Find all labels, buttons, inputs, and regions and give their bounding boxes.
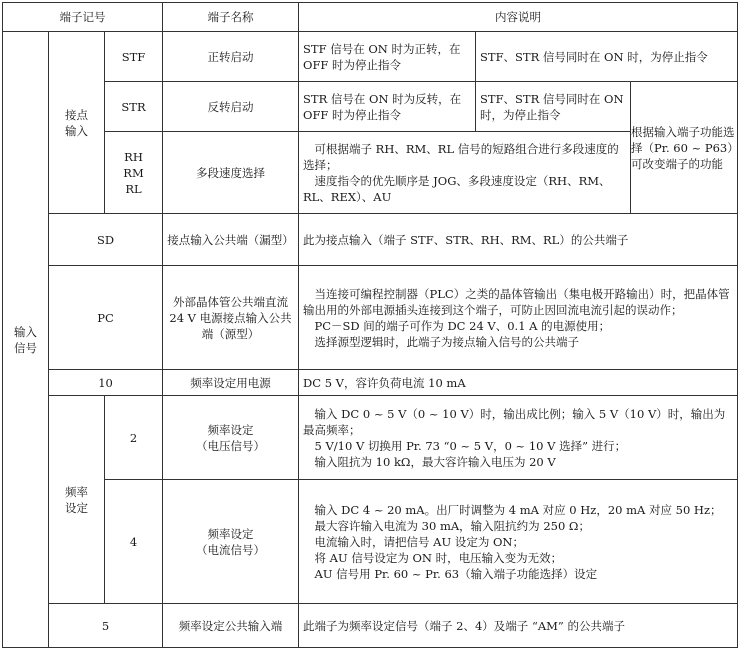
terminal-symbol: 10 [49, 370, 163, 396]
table-row-10 [3, 370, 738, 396]
desc-line: 输入 DC 0 ~ 5 V（0 ~ 10 V）时，输出成比例；输入 5 V（10 V）时，输出为最高频率； [303, 406, 726, 437]
terminal-desc-extra: STF、STR 信号同时在 ON 时，为停止指令 [476, 82, 631, 132]
terminal-symbol: 4 [105, 480, 163, 604]
terminal-name: 接点输入公共端（漏型） [163, 214, 299, 266]
group-frequency-setting: 频率 设定 [49, 396, 105, 604]
table-row-str [3, 82, 738, 132]
table-row-stf [3, 32, 738, 82]
table-row-5 [3, 604, 738, 648]
desc-line: 将 AU 信号设定为 ON 时，电压输入变为无效； [314, 550, 563, 565]
terminal-symbol: SD [49, 214, 163, 266]
header-description: 内容说明 [299, 3, 738, 32]
table-row-4 [3, 480, 738, 604]
table-row-sd [3, 214, 738, 266]
header-row [3, 3, 738, 32]
terminal-symbol: STF [105, 32, 163, 82]
desc-line: 当连接可编程控制器（PLC）之类的晶体管输出（集电极开路输出）时，把晶体管输出用的外部电源插头连接到这个端子，可防止因回流电流引起的误动作； [303, 286, 730, 317]
group-contact-input: 接点 输入 [49, 32, 105, 214]
desc-line: AU 信号用 Pr. 60 ~ Pr. 63（输入端子功能选择）设定 [314, 566, 598, 581]
terminal-desc: DC 5 V，容许负荷电流 10 mA [299, 370, 738, 396]
terminal-symbol: RH RM RL [105, 132, 163, 214]
terminal-symbol: 5 [49, 604, 163, 648]
desc-line: 可根据端子 RH、RM、RL 信号的短路组合进行多段速度的选择； [303, 141, 619, 172]
terminal-desc [299, 396, 738, 480]
terminal-name: 频率设定公共输入端 [163, 604, 299, 648]
terminal-name: 反转启动 [163, 82, 299, 132]
group-input-signal: 输入 信号 [3, 32, 49, 648]
header-terminal-name: 端子名称 [163, 3, 299, 32]
desc-line: 选择源型逻辑时，此端子为接点输入信号的公共端子 [314, 334, 580, 349]
terminal-symbol: PC [49, 266, 163, 370]
terminal-desc: 此为接点输入（端子 STF、STR、RH、RM、RL）的公共端子 [299, 214, 738, 266]
terminal-name: 外部晶体管公共端直流 24 V 电源接点输入公共端（源型） [163, 266, 299, 370]
terminal-name: 频率设定用电源 [163, 370, 299, 396]
terminal-desc: STF 信号在 ON 时为正转，在 OFF 时为停止指令 [299, 32, 476, 82]
terminal-name: 多段速度选择 [163, 132, 299, 214]
desc-line: 输入 DC 4 ~ 20 mA。出厂时调整为 4 mA 对应 0 Hz，20 mA 对应 50 Hz； [314, 502, 722, 517]
table-row-pc [3, 266, 738, 370]
header-terminal-symbol: 端子记号 [3, 3, 163, 32]
terminal-name: 频率设定 （电流信号） [163, 480, 299, 604]
terminal-desc-extra: STF、STR 信号同时在 ON 时，为停止指令 [476, 32, 738, 82]
terminal-desc: 此端子为频率设定信号（端子 2、4）及端子 “AM” 的公共端子 [299, 604, 738, 648]
terminal-symbol: 2 [105, 396, 163, 480]
desc-line: 电流输入时，请把信号 AU 设定为 ON； [314, 534, 524, 549]
table-row-rh-rm-rl [3, 132, 738, 214]
desc-line: 速度指令的优先顺序是 JOG、多段速度设定（RH、RM、RL、REX）、AU [303, 173, 611, 204]
terminal-desc [299, 480, 738, 604]
terminal-name: 正转启动 [163, 32, 299, 82]
desc-line: PC－SD 间的端子可作为 DC 24 V、0.1 A 的电源使用； [314, 318, 611, 333]
desc-line: 最大容许输入电流为 30 mA，输入阻抗约为 250 Ω； [314, 518, 590, 533]
terminal-symbol: STR [105, 82, 163, 132]
desc-line: 输入阻抗为 10 kΩ，最大容许输入电压为 20 V [314, 454, 556, 469]
desc-line: 5 V/10 V 切换用 Pr. 73 “0 ~ 5 V，0 ~ 10 V 选择” 进行； [314, 438, 627, 453]
terminal-table [2, 2, 738, 648]
table-row-2 [3, 396, 738, 480]
terminal-name: 频率设定 （电压信号） [163, 396, 299, 480]
terminal-desc [299, 132, 631, 214]
terminal-desc [299, 266, 738, 370]
side-note: 根据输入端子功能选择（Pr. 60 ~ P63）可改变端子的功能 [631, 82, 738, 214]
terminal-desc: STR 信号在 ON 时为反转，在 OFF 时为停止指令 [299, 82, 476, 132]
